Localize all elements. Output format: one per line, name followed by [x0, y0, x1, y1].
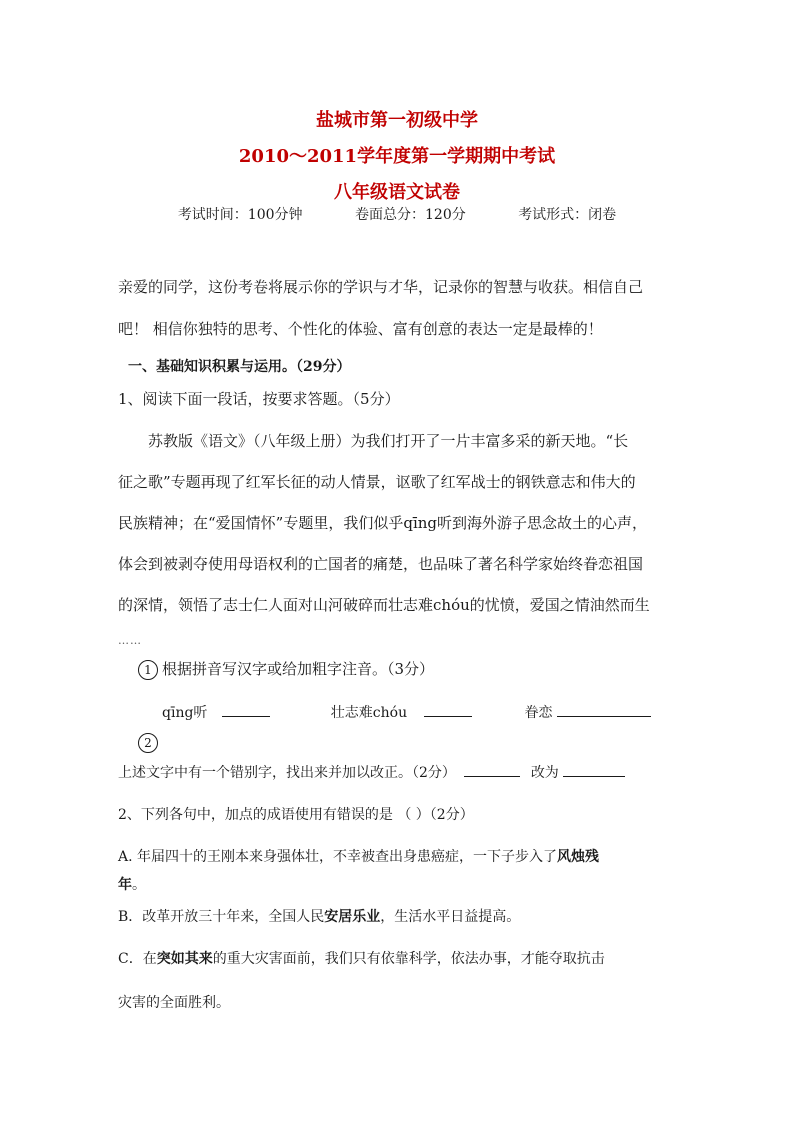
blank-b-input[interactable]	[424, 702, 472, 717]
q2-a-idiom-cont: 年	[118, 877, 132, 893]
q2-b-pre: B．改革开放三十年来，全国人民	[118, 909, 325, 925]
q1-passage-ellipsis: ……	[118, 634, 142, 647]
q2-c-post: 的重大灾害面前，我们只有依靠科学，依法办事，才能夺取抗击	[212, 951, 605, 967]
q2-option-a-cont	[118, 874, 146, 894]
q1-sub2-change-to: 改为	[530, 765, 559, 781]
q1-passage-line-1: 苏教版《语文》（八年级上册）为我们打开了一片丰富多采的新天地。“长	[148, 432, 629, 450]
q1-passage-line-4: 体会到被剥夺使用母语权利的亡国者的痛楚，也品味了著名科学家始终眷恋祖国	[118, 555, 644, 573]
blank-a-label: qīng听	[162, 705, 208, 721]
circle-number-1: 1	[138, 660, 158, 680]
q1-sub2-text: 上述文字中有一个错别字，找出来并加以改正。（2分）	[118, 765, 456, 781]
q2-option-b	[118, 906, 520, 926]
exam-format: 考试形式：闭卷	[518, 207, 617, 223]
q1-passage-line-3: 民族精神；在“爱国情怀”专题里，我们似乎qīng听到海外游子思念故土的心声，	[118, 514, 648, 532]
correct-char-input[interactable]	[563, 762, 625, 777]
exam-time: 考试时间：100分钟	[177, 207, 303, 223]
q1-passage-line-2: 征之歌”专题再现了红军长征的动人情景，讴歌了红军战士的钢铁意志和伟大的	[118, 473, 636, 491]
q2-c-idiom: 突如其来	[156, 951, 213, 967]
q1-sub1-text: 根据拼音写汉字或给加粗字注音。（3分）	[162, 660, 435, 678]
q2-stem: 2、下列各句中，加点的成语使用有错误的是 （ ）（2分）	[118, 807, 474, 823]
q1-sub2-marker	[138, 732, 162, 753]
section-1-title: 一、基础知识积累与运用。（29分）	[128, 359, 351, 375]
q2-b-post: ，生活水平日益提高。	[380, 909, 521, 925]
q2-a-idiom: 风烛残	[557, 849, 600, 865]
q2-a-end: 。	[132, 877, 146, 893]
q1-sub1	[138, 658, 434, 680]
term-title: 2010～2011学年度第一学期期中考试	[238, 146, 556, 167]
subject-title: 八年级语文试卷	[334, 182, 460, 203]
q1-sub2	[118, 762, 625, 782]
q1-stem: 1、阅读下面一段话，按要求答题。（5分）	[118, 390, 400, 408]
q1-passage-line-5: 的深情，领悟了志士仁人面对山河破碎而壮志难chóu的忧愤，爱国之情油然而生	[118, 596, 650, 614]
q2-option-c-cont: 灾害的全面胜利。	[118, 995, 230, 1011]
q1-blanks-row	[162, 702, 651, 722]
wrong-char-input[interactable]	[464, 762, 520, 777]
intro-line-1: 亲爱的同学，这份考卷将展示你的学识与才华，记录你的智慧与收获。相信自己	[118, 278, 644, 296]
intro-line-2: 吧！ 相信你独特的思考、个性化的体验、富有创意的表达一定是最棒的！	[118, 320, 603, 338]
q2-option-c	[118, 948, 605, 968]
school-title: 盐城市第一初级中学	[316, 110, 478, 131]
exam-score: 卷面总分：120分	[355, 207, 466, 223]
blank-b-label: 壮志难chóu	[330, 705, 408, 721]
q2-b-idiom: 安居乐业	[324, 909, 381, 925]
q2-c-pre: C．在	[118, 951, 157, 967]
exam-meta	[0, 204, 794, 224]
q2-a-text: A. 年届四十的王刚本来身强体壮，不幸被查出身患癌症，一下子步入了	[118, 849, 558, 865]
q2-option-a	[118, 846, 599, 866]
circle-number-2: 2	[138, 733, 158, 753]
blank-c-input[interactable]	[557, 702, 651, 717]
blank-c-label: 眷恋	[524, 705, 553, 721]
blank-a-input[interactable]	[222, 702, 270, 717]
